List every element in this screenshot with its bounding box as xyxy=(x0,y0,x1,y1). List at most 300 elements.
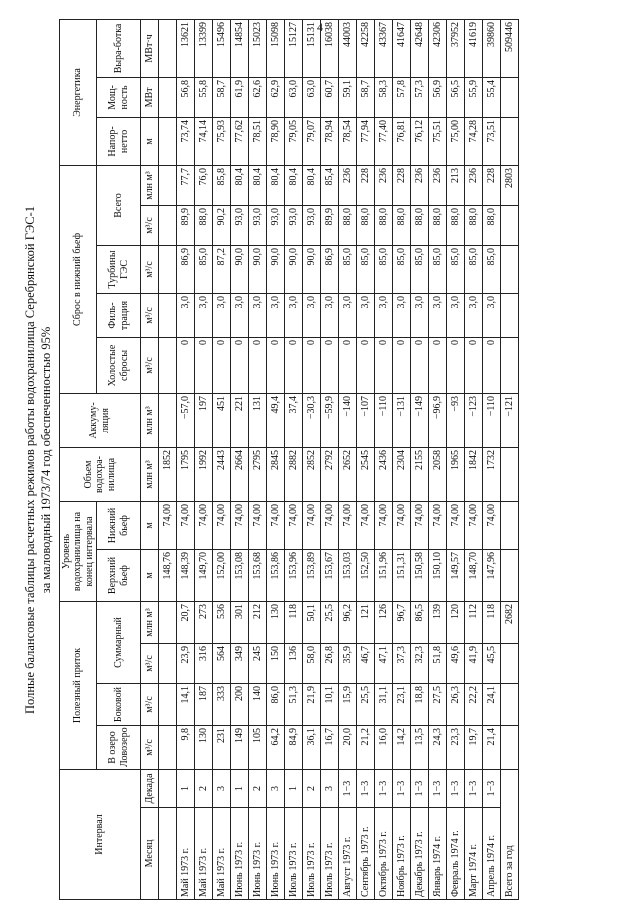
head-header: Напор-нетто xyxy=(97,117,141,165)
value-cell: 228 xyxy=(393,165,411,205)
value-cell: 18,8 xyxy=(411,684,429,726)
value-cell: 90,0 xyxy=(267,245,285,293)
table-row xyxy=(357,19,375,899)
inflow-side-header: Боковой xyxy=(97,684,141,726)
value-cell: 212 xyxy=(249,602,267,644)
interval-header: Интервал xyxy=(59,770,141,900)
value-cell: 2792 xyxy=(321,447,339,501)
month-cell: Май 1973 г. xyxy=(177,808,195,900)
value-cell: 43367 xyxy=(375,19,393,77)
value-cell: −149 xyxy=(411,393,429,447)
value-cell: 63,0 xyxy=(303,77,321,117)
month-cell: Ноябрь 1973 г. xyxy=(393,808,411,900)
value-cell: 150 xyxy=(267,644,285,684)
value-cell: 0 xyxy=(321,337,339,393)
decade-cell: 1 xyxy=(231,770,249,808)
value-cell: 3,0 xyxy=(303,293,321,337)
value-cell: 2882 xyxy=(285,447,303,501)
total-label: Всего за год xyxy=(501,770,519,900)
value-cell: 74,00 xyxy=(411,501,429,549)
value-cell: 14,1 xyxy=(177,684,195,726)
value-cell: 221 xyxy=(231,393,249,447)
value-cell: 2795 xyxy=(249,447,267,501)
unit-cell: м³/с xyxy=(141,684,159,726)
value-cell: 74,00 xyxy=(339,501,357,549)
value-cell: 79,07 xyxy=(303,117,321,165)
value-cell: 20,0 xyxy=(339,726,357,770)
value-cell: 90,2 xyxy=(213,205,231,245)
value-cell: 3,0 xyxy=(321,293,339,337)
value-cell: 3,0 xyxy=(465,293,483,337)
value-cell: −140 xyxy=(339,393,357,447)
value-cell: 3,0 xyxy=(267,293,285,337)
value-cell: 213 xyxy=(447,165,465,205)
value-cell: 3,0 xyxy=(231,293,249,337)
value-cell: 93,0 xyxy=(231,205,249,245)
value-cell: 0 xyxy=(177,337,195,393)
value-cell: 152,50 xyxy=(357,550,375,602)
unit-cell: м³/с xyxy=(141,293,159,337)
value-cell: 86,5 xyxy=(411,602,429,644)
value-cell: 39860 xyxy=(483,19,501,77)
value-cell: 84,9 xyxy=(285,726,303,770)
value-cell: 79,05 xyxy=(285,117,303,165)
value-cell: 74,28 xyxy=(465,117,483,165)
value-cell: 76,81 xyxy=(393,117,411,165)
value-cell: 0 xyxy=(285,337,303,393)
value-cell: 2652 xyxy=(339,447,357,501)
month-header: Месяц xyxy=(141,808,159,900)
value-cell: 0 xyxy=(267,337,285,393)
value-cell: 3,0 xyxy=(285,293,303,337)
value-cell: 349 xyxy=(231,644,249,684)
value-cell: 73,51 xyxy=(483,117,501,165)
value-cell: 74,00 xyxy=(249,501,267,549)
table-row xyxy=(285,19,303,899)
value-cell: 333 xyxy=(213,684,231,726)
value-cell: 75,93 xyxy=(213,117,231,165)
value-cell: 74,00 xyxy=(213,501,231,549)
value-cell: 74,00 xyxy=(285,501,303,549)
table-row xyxy=(375,19,393,899)
value-cell: 76,12 xyxy=(411,117,429,165)
value-cell: 42258 xyxy=(357,19,375,77)
value-cell: 19,7 xyxy=(465,726,483,770)
value-cell: 85,4 xyxy=(321,165,339,205)
month-cell: Декабрь 1973 г. xyxy=(411,808,429,900)
value-cell: 80,4 xyxy=(285,165,303,205)
value-cell: 301 xyxy=(231,602,249,644)
value-cell: 85,0 xyxy=(465,245,483,293)
value-cell: 151,96 xyxy=(375,550,393,602)
value-cell: 56,8 xyxy=(177,77,195,117)
table-row xyxy=(393,19,411,899)
value-cell: 58,3 xyxy=(375,77,393,117)
value-cell: 74,00 xyxy=(303,501,321,549)
value-cell: 42648 xyxy=(411,19,429,77)
month-cell: Март 1974 г. xyxy=(465,808,483,900)
value-cell: 22,2 xyxy=(465,684,483,726)
value-cell: 44003 xyxy=(339,19,357,77)
value-cell: 0 xyxy=(465,337,483,393)
unit-cell: млн м³ xyxy=(141,393,159,447)
volume-header: Объем водохра-нилища xyxy=(59,447,141,501)
total-discharge: 2803 xyxy=(501,165,519,205)
month-cell: Май 1973 г. xyxy=(213,808,231,900)
value-cell: 2443 xyxy=(213,447,231,501)
lower-pool-header: Нижний бьеф xyxy=(97,501,141,549)
power-header: Мощ-ность xyxy=(97,77,141,117)
value-cell: 80,4 xyxy=(231,165,249,205)
value-cell: 88,0 xyxy=(375,205,393,245)
title-line-2: за маловодный 1973/74 год обеспеченностью 95% xyxy=(39,326,54,594)
value-cell: 136 xyxy=(285,644,303,684)
decade-cell: 2 xyxy=(195,770,213,808)
value-cell: 112 xyxy=(465,602,483,644)
value-cell: 26,3 xyxy=(447,684,465,726)
value-cell: 51,3 xyxy=(285,684,303,726)
table-row xyxy=(177,19,195,899)
output-header: Выра-ботка xyxy=(97,19,141,77)
decade-cell: 1 xyxy=(285,770,303,808)
month-cell: Февраль 1974 г. xyxy=(447,808,465,900)
value-cell: 77,62 xyxy=(231,117,249,165)
unit-cell: м³/с xyxy=(141,726,159,770)
value-cell: 3,0 xyxy=(195,293,213,337)
month-cell: Январь 1974 г. xyxy=(429,808,447,900)
value-cell: 153,89 xyxy=(303,550,321,602)
decade-cell: 3 xyxy=(213,770,231,808)
value-cell: 96,2 xyxy=(339,602,357,644)
value-cell: 15023 xyxy=(249,19,267,77)
value-cell: 80,4 xyxy=(267,165,285,205)
unit-cell: м xyxy=(141,117,159,165)
value-cell: 80,4 xyxy=(249,165,267,205)
value-cell: 74,00 xyxy=(267,501,285,549)
value-cell: 85,0 xyxy=(483,245,501,293)
value-cell: 564 xyxy=(213,644,231,684)
value-cell: 150,10 xyxy=(429,550,447,602)
value-cell: 118 xyxy=(483,602,501,644)
value-cell: 46,7 xyxy=(357,644,375,684)
value-cell: 1732 xyxy=(483,447,501,501)
month-cell: Октябрь 1973 г. xyxy=(375,808,393,900)
value-cell: 149,70 xyxy=(195,550,213,602)
value-cell: 49,4 xyxy=(267,393,285,447)
value-cell: −110 xyxy=(375,393,393,447)
month-cell: Июнь 1973 г. xyxy=(231,808,249,900)
value-cell: 1992 xyxy=(195,447,213,501)
discharge-header: Сброс в нижний бьеф xyxy=(59,165,97,393)
unit-cell: МВт·ч xyxy=(141,19,159,77)
value-cell: 78,51 xyxy=(249,117,267,165)
decade-cell: 2 xyxy=(303,770,321,808)
value-cell: 24,3 xyxy=(429,726,447,770)
value-cell: 3,0 xyxy=(339,293,357,337)
table-row xyxy=(429,19,447,899)
value-cell: 74,00 xyxy=(357,501,375,549)
level-header: Уровень водохранилища на конец интервала xyxy=(59,501,97,601)
value-cell: 62,9 xyxy=(267,77,285,117)
value-cell: 236 xyxy=(465,165,483,205)
turbines-header: Турбины ГЭС xyxy=(97,245,141,293)
unit-cell: МВт xyxy=(141,77,159,117)
value-cell: 80,4 xyxy=(303,165,321,205)
value-cell: 23,9 xyxy=(177,644,195,684)
value-cell: 3,0 xyxy=(429,293,447,337)
value-cell: 139 xyxy=(429,602,447,644)
value-cell: 23,3 xyxy=(447,726,465,770)
month-cell: Август 1973 г. xyxy=(339,808,357,900)
value-cell: 451 xyxy=(213,393,231,447)
value-cell: −110 xyxy=(483,393,501,447)
value-cell: 0 xyxy=(483,337,501,393)
value-cell: 9,8 xyxy=(177,726,195,770)
table-row xyxy=(195,19,213,899)
value-cell: −131 xyxy=(393,393,411,447)
value-cell: 3,0 xyxy=(483,293,501,337)
value-cell: 15,9 xyxy=(339,684,357,726)
total-output: 509446 xyxy=(501,19,519,77)
value-cell: 153,03 xyxy=(339,550,357,602)
value-cell: 1795 xyxy=(177,447,195,501)
table-body xyxy=(159,19,501,899)
decade-cell: 3 xyxy=(267,770,285,808)
table-row xyxy=(231,19,249,899)
value-cell: 41619 xyxy=(465,19,483,77)
value-cell: 150,58 xyxy=(411,550,429,602)
value-cell: 25,5 xyxy=(321,602,339,644)
value-cell: 77,7 xyxy=(177,165,195,205)
value-cell: 153,86 xyxy=(267,550,285,602)
value-cell: −59,9 xyxy=(321,393,339,447)
total-inflow: 2682 xyxy=(501,602,519,644)
balance-table xyxy=(59,19,520,900)
value-cell: 37952 xyxy=(447,19,465,77)
value-cell: 35,9 xyxy=(339,644,357,684)
decade-cell: 1 xyxy=(177,770,195,808)
value-cell: 89,9 xyxy=(321,205,339,245)
value-cell: 61,9 xyxy=(231,77,249,117)
table-row xyxy=(303,19,321,899)
document-title xyxy=(22,20,55,900)
value-cell: 131 xyxy=(249,393,267,447)
value-cell: 93,0 xyxy=(303,205,321,245)
value-cell: 153,96 xyxy=(285,550,303,602)
value-cell: 20,7 xyxy=(177,602,195,644)
value-cell: 153,67 xyxy=(321,550,339,602)
value-cell: 13,5 xyxy=(411,726,429,770)
month-cell: Июнь 1973 г. xyxy=(249,808,267,900)
value-cell: 15127 xyxy=(285,19,303,77)
value-cell: 148,39 xyxy=(177,550,195,602)
value-cell: 236 xyxy=(429,165,447,205)
month-cell: Июль 1973 г. xyxy=(321,808,339,900)
value-cell: 149 xyxy=(231,726,249,770)
value-cell: 45,5 xyxy=(483,644,501,684)
table-row xyxy=(411,19,429,899)
value-cell: 55,8 xyxy=(195,77,213,117)
value-cell: 88,0 xyxy=(465,205,483,245)
value-cell: 93,0 xyxy=(249,205,267,245)
month-cell: Июнь 1973 г. xyxy=(267,808,285,900)
value-cell: 2664 xyxy=(231,447,249,501)
value-cell: 0 xyxy=(447,337,465,393)
decade-cell: 1−3 xyxy=(483,770,501,808)
value-cell: 0 xyxy=(339,337,357,393)
inflow-lake-header: В озеро Ловозеро xyxy=(97,726,141,770)
unit-cell: м³/с xyxy=(141,245,159,293)
table-header xyxy=(59,19,159,899)
table-row xyxy=(213,19,231,899)
value-cell: 36,1 xyxy=(303,726,321,770)
inflow-header: Полезный приток xyxy=(59,602,97,770)
value-cell: 57,8 xyxy=(393,77,411,117)
value-cell: 41,9 xyxy=(465,644,483,684)
value-cell: 0 xyxy=(375,337,393,393)
value-cell: 140 xyxy=(249,684,267,726)
value-cell: 118 xyxy=(285,602,303,644)
value-cell: 0 xyxy=(393,337,411,393)
value-cell: 74,14 xyxy=(195,117,213,165)
value-cell: 228 xyxy=(357,165,375,205)
unit-cell: млн м³ xyxy=(141,602,159,644)
value-cell: 26,8 xyxy=(321,644,339,684)
value-cell: 16038 xyxy=(321,19,339,77)
total-accum: −121 xyxy=(501,393,519,447)
value-cell: 3,0 xyxy=(393,293,411,337)
value-cell: 86,9 xyxy=(177,245,195,293)
value-cell: 93,0 xyxy=(267,205,285,245)
month-cell: Май 1973 г. xyxy=(195,808,213,900)
value-cell: 31,1 xyxy=(375,684,393,726)
value-cell: 88,0 xyxy=(195,205,213,245)
value-cell: 197 xyxy=(195,393,213,447)
value-cell: 56,9 xyxy=(429,77,447,117)
table-row xyxy=(447,19,465,899)
title-line-1: Полные балансовые таблицы расчетных режимов работы водохранилища Серебрянской ГЭС-1 xyxy=(23,206,37,714)
value-cell: 15496 xyxy=(213,19,231,77)
month-cell: Июль 1973 г. xyxy=(285,808,303,900)
value-cell: 88,0 xyxy=(339,205,357,245)
initial-volume: 1852 xyxy=(159,447,177,501)
value-cell: 93,0 xyxy=(285,205,303,245)
initial-upper-level: 148,76 xyxy=(159,550,177,602)
decade-cell: 1−3 xyxy=(339,770,357,808)
upper-pool-header: Верхний бьеф xyxy=(97,550,141,602)
value-cell: 76,0 xyxy=(195,165,213,205)
value-cell: 236 xyxy=(411,165,429,205)
value-cell: 37,4 xyxy=(285,393,303,447)
value-cell: 74,00 xyxy=(195,501,213,549)
value-cell: 42306 xyxy=(429,19,447,77)
value-cell: 85,0 xyxy=(195,245,213,293)
value-cell: 41647 xyxy=(393,19,411,77)
value-cell: 23,1 xyxy=(393,684,411,726)
value-cell: 3,0 xyxy=(177,293,195,337)
value-cell: −96,9 xyxy=(429,393,447,447)
decade-cell: 1−3 xyxy=(429,770,447,808)
value-cell: 51,8 xyxy=(429,644,447,684)
value-cell: 236 xyxy=(339,165,357,205)
month-cell: Сентябрь 1973 г. xyxy=(357,808,375,900)
value-cell: 16,0 xyxy=(375,726,393,770)
value-cell: 21,4 xyxy=(483,726,501,770)
value-cell: 90,0 xyxy=(249,245,267,293)
unit-cell: м³/с xyxy=(141,644,159,684)
value-cell: 147,96 xyxy=(483,550,501,602)
value-cell: 47,1 xyxy=(375,644,393,684)
value-cell: 77,40 xyxy=(375,117,393,165)
value-cell: 56,5 xyxy=(447,77,465,117)
value-cell: 63,0 xyxy=(285,77,303,117)
value-cell: −107 xyxy=(357,393,375,447)
value-cell: 59,1 xyxy=(339,77,357,117)
value-cell: 88,0 xyxy=(411,205,429,245)
value-cell: 2852 xyxy=(303,447,321,501)
value-cell: 121 xyxy=(357,602,375,644)
value-cell: 74,00 xyxy=(447,501,465,549)
value-cell: 49,6 xyxy=(447,644,465,684)
decade-cell: 3 xyxy=(321,770,339,808)
value-cell: 85,0 xyxy=(447,245,465,293)
value-cell: 13399 xyxy=(195,19,213,77)
value-cell: 96,7 xyxy=(393,602,411,644)
value-cell: 88,0 xyxy=(483,205,501,245)
value-cell: 85,8 xyxy=(213,165,231,205)
value-cell: 88,0 xyxy=(393,205,411,245)
value-cell: 90,0 xyxy=(231,245,249,293)
value-cell: 15131 xyxy=(303,19,321,77)
value-cell: 55,4 xyxy=(483,77,501,117)
value-cell: 245 xyxy=(249,644,267,684)
value-cell: 90,0 xyxy=(303,245,321,293)
decade-cell: 1−3 xyxy=(357,770,375,808)
value-cell: 78,54 xyxy=(339,117,357,165)
table-row xyxy=(483,19,501,899)
value-cell: 130 xyxy=(195,726,213,770)
value-cell: 21,9 xyxy=(303,684,321,726)
table-row xyxy=(249,19,267,899)
value-cell: 105 xyxy=(249,726,267,770)
value-cell: 228 xyxy=(483,165,501,205)
value-cell: 57,3 xyxy=(411,77,429,117)
value-cell: 236 xyxy=(375,165,393,205)
value-cell: 62,6 xyxy=(249,77,267,117)
filtration-header: Филь-трация xyxy=(97,293,141,337)
table-row xyxy=(267,19,285,899)
value-cell: 151,31 xyxy=(393,550,411,602)
value-cell: 0 xyxy=(357,337,375,393)
total-row xyxy=(501,19,519,899)
unit-cell: млн м³ xyxy=(141,447,159,501)
unit-cell: м xyxy=(141,550,159,602)
value-cell: 3,0 xyxy=(375,293,393,337)
decade-cell: 1−3 xyxy=(447,770,465,808)
value-cell: 148,70 xyxy=(465,550,483,602)
idle-discharge-header: Холостые сбросы xyxy=(97,337,141,393)
month-cell: Апрель 1974 г. xyxy=(483,808,501,900)
value-cell: 32,3 xyxy=(411,644,429,684)
value-cell: 153,08 xyxy=(231,550,249,602)
value-cell: 58,0 xyxy=(303,644,321,684)
value-cell: 85,0 xyxy=(393,245,411,293)
value-cell: 0 xyxy=(411,337,429,393)
value-cell: 58,7 xyxy=(213,77,231,117)
value-cell: 88,0 xyxy=(357,205,375,245)
value-cell: 74,00 xyxy=(393,501,411,549)
value-cell: 58,7 xyxy=(357,77,375,117)
